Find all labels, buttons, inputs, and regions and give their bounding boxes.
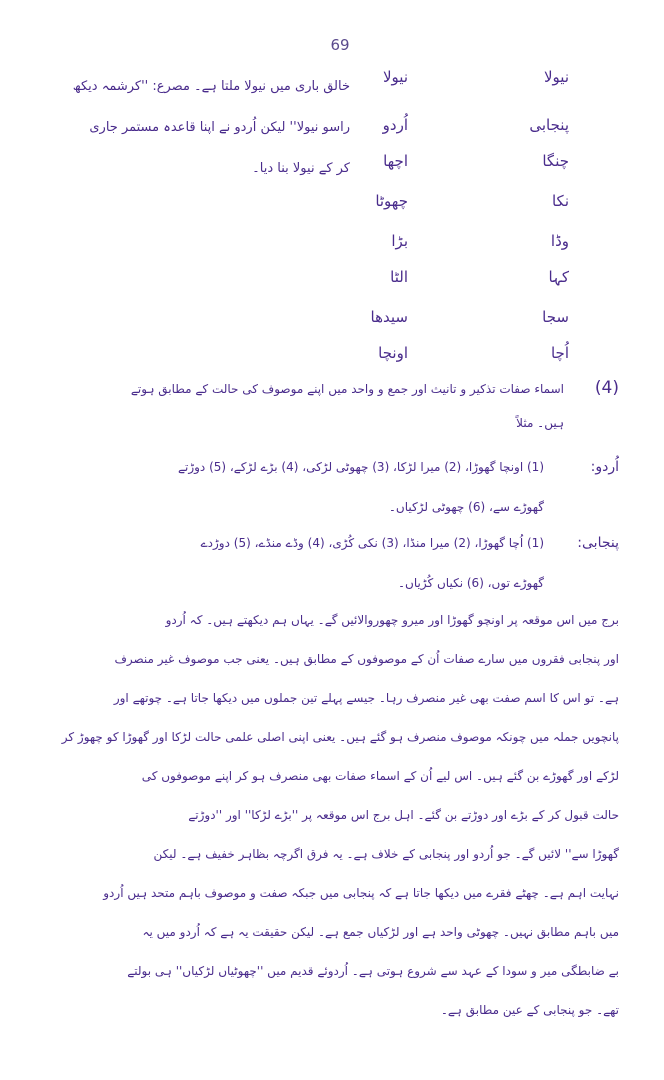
urdu-example-line: (1) اونچا گھوڑا، (2) میرا لڑکا، (3) چھوٹی لڑکی، (4) بڑے لڑکے، (5) دوڑتے (177, 460, 544, 474)
page-number: 69 (330, 36, 350, 54)
section-4-text (54, 370, 564, 438)
urdu-word: بڑا (391, 232, 408, 250)
side-note-line: راسو نیولا'' لیکن اُردو نے اپنا قاعدہ مستمر جاری (89, 120, 350, 135)
punjabi-example-line: گھوڑے توں، (6) نکیاں کُڑیاں۔ (398, 576, 544, 590)
paragraph-line: پانچویں جملہ میں چونکہ موصوف منصرف ہو گئے ہیں۔ یعنی اپنی اصلی علمی حالت لڑکا اور گھوڑا کو چھوڑ کر (61, 730, 619, 744)
punjabi-example-line: (1) اُچا گھوڑا، (2) میرا منڈا، (3) نکی کُڑی، (4) وڈے منڈے، (5) دوڑدے (200, 536, 544, 550)
urdu-example-line: گھوڑے سے، (6) چھوٹی لڑکیاں۔ (388, 500, 544, 514)
paragraph-line: حالت قبول کر کے بڑے اور دوڑتے بن گئے۔ اہل برج اس موقعہ پر ''بڑے لڑکا'' اور ''دوڑتے (188, 808, 619, 822)
punjabi-word: نیولا (543, 68, 569, 86)
punjabi-word: وڈا (550, 232, 569, 250)
paragraph-line: میں باہم مطابق نہیں۔ چھوٹی واحد ہے اور لڑکیاں جمع ہے۔ لیکن حقیقت یہ ہے کہ اُردو میں یہ (142, 925, 619, 939)
section-number: (4) (594, 378, 619, 398)
word-row (0, 186, 664, 216)
paragraph-line: گھوڑا سے'' لائیں گے۔ جو اُردو اور پنجابی کے خلاف ہے۔ یہ فرق اگرچہ بظاہر خفیف ہے۔ لیکن (153, 847, 619, 861)
body-paragraph (39, 601, 619, 1030)
punjabi-word: اُچا (550, 344, 569, 362)
word-row (0, 338, 664, 368)
punjabi-example (74, 528, 544, 598)
word-row (0, 226, 664, 256)
paragraph-line: اور پنجابی فقروں میں سارے صفات اُن کے موصوفوں کے مطابق ہیں۔ یعنی جب موصوف غیر منصرف (114, 652, 619, 666)
urdu-word: اونچا (378, 344, 408, 362)
urdu-word: نیولا (382, 68, 408, 86)
paragraph-line: برج میں اس موقعہ پر اونچو گھوڑا اور میرو چھوروالائیں گے۔ یہاں ہم دیکھتے ہیں۔ کہ اُردو (165, 613, 619, 627)
paragraph-line: لڑکے اور گھوڑے بن گئے ہیں۔ اس لیے اُن کے اسماء صفات بھی منصرف ہو کر اپنے موصوفوں کی (141, 769, 619, 783)
word-row (0, 302, 664, 332)
urdu-word: اچھا (383, 152, 408, 170)
punjabi-label: پنجابی: (577, 535, 619, 551)
section-4-line: اسماء صفات تذکیر و تانیث اور جمع و واحد میں اپنے موصوف کی حالت کے مطابق ہوتے (130, 382, 564, 396)
punjabi-word: چنگا (542, 152, 569, 170)
punjabi-word: کہا (548, 268, 569, 286)
punjabi-word: نکا (551, 192, 569, 210)
paragraph-line: ہے۔ تو اس کا اسم صفت بھی غیر منصرف رہا۔ جیسے پہلے تین جملوں میں دیکھا جاتا ہے۔ چوتھے اور (113, 691, 619, 705)
urdu-word: الٹا (390, 268, 408, 286)
urdu-word: اُردو (382, 116, 408, 134)
paragraph-line: نہایت اہم ہے۔ چھٹے فقرے میں دیکھا جاتا ہے کہ پنجابی میں جبکہ صفت و موصوف باہم متحد ہیں اُردو (103, 886, 619, 900)
side-note (72, 66, 350, 189)
punjabi-word: سجا (542, 308, 569, 326)
urdu-example (74, 452, 544, 522)
punjabi-word: پنجابی (529, 116, 569, 134)
section-4-line: ہیں۔ مثلاً (516, 416, 564, 430)
word-row (0, 262, 664, 292)
paragraph-line: تھے۔ جو پنجابی کے عین مطابق ہے۔ (440, 1003, 619, 1017)
urdu-word: چھوٹا (375, 192, 408, 210)
urdu-label: اُردو: (590, 459, 619, 475)
paragraph-line: بے ضابطگی میر و سودا کے عہد سے شروع ہوتی ہے۔ اُردوئے قدیم میں ''چھوٹیاں لڑکیاں'' ہی بولتے (127, 964, 619, 978)
side-note-line: کر کے نیولا بنا دیا۔ (252, 161, 350, 176)
side-note-line: خالق باری میں نیولا ملتا ہے۔ مصرع: ''کرشمہ دیکھ (72, 79, 350, 94)
urdu-word: سیدھا (370, 308, 408, 326)
